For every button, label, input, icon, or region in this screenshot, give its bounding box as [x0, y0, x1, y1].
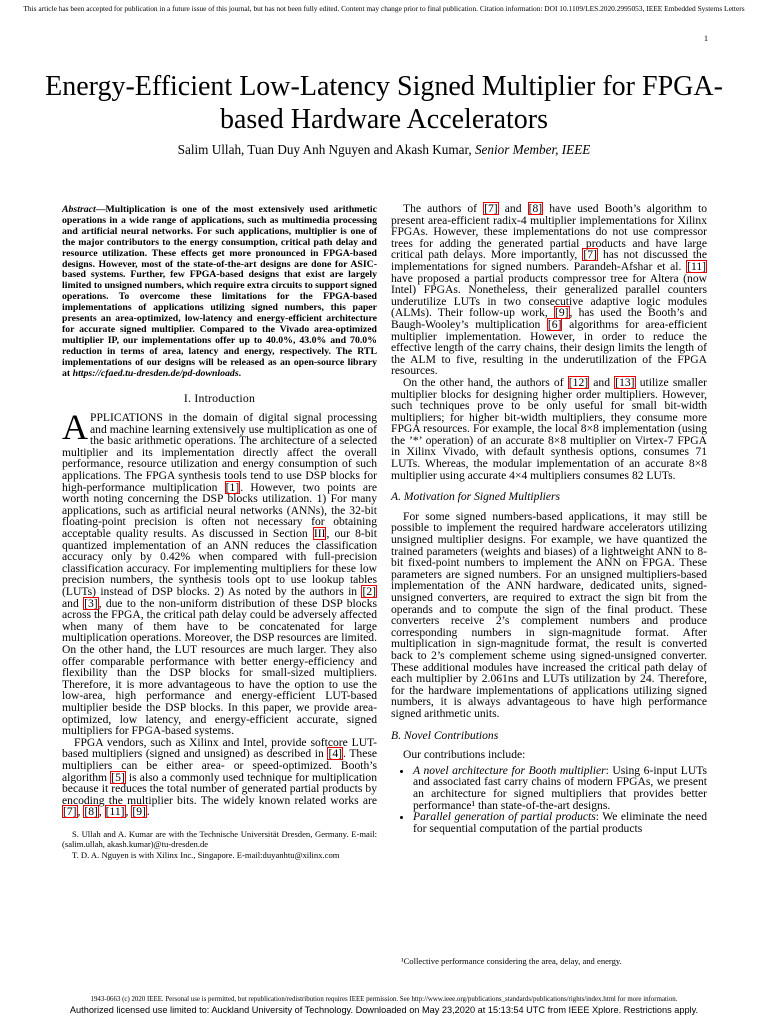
text-run: is also a commonly used technique for multiplication because it reduces the total number of generated partial products by encoding the multiplier bits. The widely known related works are [62, 770, 377, 807]
citation-link[interactable]: [7] [63, 805, 77, 819]
related-work-paragraph-2 [391, 377, 707, 481]
text-run: The authors of [403, 202, 484, 215]
text-run: . However, two points are worth noting concerning the DSP blocks utilization. 1) For many applications, such as artificial neural networks (ANNs), the 32-bit floating-point precision is often not necessary for obtaining acceptable quality results. As discussed in Section [62, 480, 378, 541]
novel-contributions-heading: B. Novel Contributions [391, 728, 499, 742]
citation-link[interactable]: [3] [84, 596, 98, 610]
right-column [391, 203, 707, 834]
author-line [40, 142, 728, 158]
text-run: , due to the non-uniform distribution of these DSP blocks across the FPGA, the critical path delay could be adversely affected when many of them have to be concatenated for large multiplication operations. Moreover, the DSP resources are limited. On the other hand, the LUT resources are much larger. They also offer comparable performance with better energy-efficiency and flexibility than the DSP blocks for small-sized multipliers. Therefore, it is more advantageous to have the option to use the low-area, high performance and energy-efficient LUT-based multiplier beside the DSP blocks. In this paper, we provide area-optimized, low latency, and energy-efficient accurate, signed multipliers for FPGA-based systems. [62, 596, 378, 738]
license-notice: Authorized licensed use limited to: Auckland University of Technology. Downloaded on May 23,2020 at 15:13:54 UTC from IEEE Xplore. Restrictions apply. [69, 1005, 699, 1015]
text-run: , our 8-bit quantized implementation of an ANN reduces the classification accuracy only by 0.42% when compared with full-precision classification accuracy. For implementing multipliers for these low precision numbers, the synthesis tools opt to use lookup tables (LUTs) instead of DSP blocks. 2) As noted by the authors in [62, 527, 377, 598]
dropcap-letter: A [62, 407, 88, 448]
citation-link[interactable]: [1] [225, 480, 240, 494]
bullet-text: : Using 6-input LUTs and associated fast carry chains of modern FPGAs, we present an architecture for signed multipliers that provides better performance¹ than state-of-the-art designs. [413, 763, 707, 812]
citation-link[interactable]: [11] [687, 259, 706, 273]
intro-paragraph-1 [62, 407, 378, 738]
citation-link[interactable]: [6] [547, 317, 562, 331]
article-notice: This article has been accepted for publication in a future issue of this journal, but has not been fully edited. Content may change prior to final publication. Citation information: DOI 10.1109/LES.2020.2995053, IEEE Embedded Systems Letters [23, 4, 745, 13]
abstract-body: —Multiplication is one of the most extensively used arithmetic operations in a wide range of applications, such as multimedia processing and artificial neural networks. For such applications, multiplier is one of the major contributors to the energy consumption, critical path delay and resource utilization. These effects get more pronounced in FPGA-based designs. However, most of the state-of-the-art designs are done for ASIC-based systems. Further, few FPGA-based designs that exist are largely limited to unsigned numbers, which require extra circuits to support signed operations. To overcome these limitations for the FPGA-based implementations of applications utilizing signed numbers, this paper presents an area-optimized, low-latency and energy-efficient architecture for accurate signed multiplier. Compared to the Vivado area-optimized multiplier IP, our implementations offer up to 40.0%, 43.0% and 70.0% reduction in terms of area, latency and energy, respectively. The RTL implementations of our designs will be released as an open-source library at [62, 204, 377, 379]
text-run: , has used the Booth’s and Baugh-Wooley’s multiplication [391, 306, 707, 331]
citation-link[interactable]: [9] [132, 805, 146, 819]
footnote-affiliation-2: T. D. A. Nguyen is with Xilinx Inc., Singapore. E-mail:duyanhtu@xilinx.com [72, 850, 340, 861]
abstract [62, 205, 377, 380]
text-run: algorithms for area-efficient multiplier implementation. However, in order to reduce the effective length of the carry chains, their design limits the length of the ALM to five, resulting in the underutilization of the FPGA resources. [391, 317, 707, 378]
abstract-lead: Abstract [62, 204, 96, 215]
text-run: PPLICATIONS in the domain of digital signal processing and machine learning extensively use multiplication as one of the basic arithmetic operations. The architecture of a selected multiplier and its implementation directly affect the overall performance, resource utilization and energy consumption of such applications. The FPGA synthesis tools tend to use DSP blocks for high-performance multiplication [62, 411, 377, 494]
citation-link[interactable]: [2] [362, 585, 376, 598]
intro-heading: I. Introduction [183, 390, 256, 405]
contributions-intro: Our contributions include: [403, 748, 526, 762]
contributions-list [391, 765, 707, 835]
section-link[interactable]: III [313, 527, 326, 541]
author-membership: Senior Member, IEEE [474, 142, 591, 157]
citation-link[interactable]: [9] [554, 306, 569, 320]
text-run: FPGA vendors, such as Xilinx and Intel, provide softcore LUT-based multipliers (signed and unsigned) as described in [62, 735, 377, 761]
author-names: Salim Ullah, Tuan Duy Anh Nguyen and Akash Kumar, [177, 142, 472, 157]
citation-link[interactable]: [8] [528, 202, 543, 215]
citation-link[interactable]: [7] [484, 202, 498, 215]
text-run: and [498, 202, 528, 215]
performance-footnote: ¹Collective performance considering the area, delay, and energy. [401, 956, 622, 966]
download-url-link[interactable]: https://cfaed.tu-dresden.de/pd-downloads [72, 367, 239, 379]
text-run: have used Booth’s algorithm to present area-efficient radix-4 multiplier implementations for Xilinx FPGAs. However, these implementations do not use compressor trees for adding the generated partial products and have large critical path delays. More importantly, [391, 202, 707, 262]
citation-link[interactable]: [7] [583, 248, 597, 262]
text-run: and [589, 375, 615, 389]
citation-link[interactable]: [13] [615, 375, 635, 389]
page-number: 1 [704, 34, 708, 43]
list-item [413, 765, 707, 811]
motivation-paragraph: For some signed numbers-based applications, it may still be possible to implement the required hardware accelerators utilizing unsigned multiplier designs. For example, we have quantized the trained parameters (weights and biases) of a lightweight ANN to 8-bit fixed-point numbers to implement the ANN on FPGA. These parameters are signed numbers. For an unsigned multipliers-based implementation of the ANN hardware, dedicated units, signed-unsigned converters, are required to extract the sign bit from the operands and to compute the sign of the final product. These converters receive 2’s complement numbers and produce corresponding numbers in sign-magnitude format. After multiplication in sign-magnitude format, the result is converted back to 2’s complement scheme using signed-unsigned converter. These additional modules have increased the critical path delay of each multiplier by 2.061ns and LUTs utilization by 24. Therefore, for the hardware implementations of applications utilizing signed numbers, it is always advantageous to have high performance signed arithmetic units. [391, 509, 707, 720]
text-run: . [146, 805, 150, 819]
text-run: have proposed a partial products compressor tree for Altera (now Intel) FPGAs. Nonetheless, their generalized parallel counters underutilize LUTs in two consecutive adaptive logic modules (ALMs). Their follow-up work, [391, 271, 707, 320]
related-work-paragraph-1 [391, 203, 707, 377]
citation-link[interactable]: [5] [111, 770, 125, 784]
text-run: has not discussed the implementations for signed numbers. Parandeh-Afshar et al. [391, 248, 708, 273]
text-run: and [62, 596, 84, 610]
text-run: . These multipliers can be either area- or speed-optimized. Booth’s algorithm [62, 747, 377, 784]
footnote-affiliation-1: S. Ullah and A. Kumar are with the Technische Universität Dresden, Germany. E-mail: (salim.ullah, akash.kumar)@tu-dresden.de [62, 828, 377, 850]
text-run: , [98, 805, 105, 819]
paper-title: Energy-Efficient Low-Latency Signed Multiplier for FPGA-based Hardware Accelerators [45, 71, 723, 135]
text-run: , [125, 805, 132, 819]
citation-link[interactable]: [12] [568, 375, 589, 389]
citation-link[interactable]: [8] [84, 805, 98, 819]
intro-paragraph-2 [62, 737, 377, 818]
bullet-text: : We eliminate the need for sequential computation of the partial products [413, 810, 707, 835]
text-run: On the other hand, the authors of [403, 375, 568, 389]
citation-link[interactable]: [4] [328, 747, 342, 761]
bullet-lead: A novel architecture for Booth multiplier [413, 763, 606, 777]
author-footnotes [62, 829, 377, 861]
bullet-lead: Parallel generation of partial products [413, 810, 596, 824]
copyright-notice: 1943-0663 (c) 2020 IEEE. Personal use is permitted, but republication/redistribution requires IEEE permission. See http://www.ieee.org/publications_standards/publications/rights/index.html for more information. [90, 996, 678, 1003]
text-run: , [77, 805, 84, 819]
left-column [62, 203, 377, 861]
text-run: utilize smaller multiplier blocks for designing higher order multipliers. However, such techniques prove to be only useful for small bit-width multipliers; for higher bit-width multipliers, they consume more FPGA resources. For example, the local 8×8 implementation (using the ’*’ operation) of an accurate 8×8 multiplier on Virtex-7 FPGA in Xilinx Vivado, with default synthesis options, consumes 71 LUTs. Whereas, the modular implementation of an accurate 8×8 multiplier using accurate 4×4 multipliers consumes 82 LUTs. [391, 375, 707, 482]
citation-link[interactable]: [11] [105, 805, 125, 819]
abstract-end: . [238, 367, 242, 379]
motivation-heading: A. Motivation for Signed Multipliers [391, 490, 561, 504]
list-item [413, 811, 707, 834]
